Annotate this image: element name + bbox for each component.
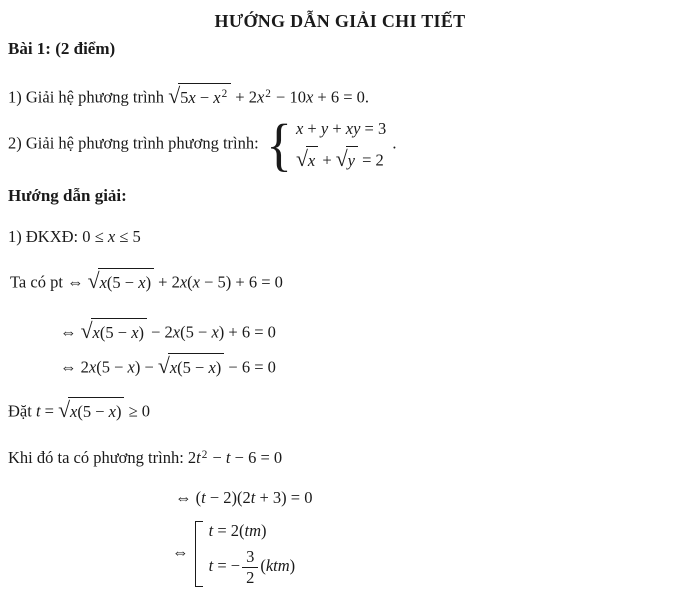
case-row xyxy=(209,546,296,589)
math-text: 3 xyxy=(246,547,255,566)
math-text: ) − xyxy=(134,357,158,377)
math-text: (5 − xyxy=(96,357,128,377)
math-text: − 6 = 0 xyxy=(230,448,283,467)
math-variable: x xyxy=(131,322,139,342)
cases-rows xyxy=(209,519,296,589)
math-text: ) xyxy=(116,401,122,421)
radical-sign-icon: √ xyxy=(58,397,71,422)
math-text: − 10 xyxy=(271,87,306,107)
math-vinculum xyxy=(168,353,224,378)
math-variable: t xyxy=(225,448,231,467)
math-text: (5 − xyxy=(180,322,212,342)
math-text: 1) Giải hệ phương trình xyxy=(8,87,169,107)
math-variable: t xyxy=(201,488,206,507)
math-text: = 2( xyxy=(213,521,245,540)
math-sqrt xyxy=(336,146,358,171)
math-fraction xyxy=(242,548,258,587)
math-text: ) xyxy=(138,322,145,342)
math-text: ) + 6 = 0 xyxy=(218,322,276,342)
math-text: ⇔ ( xyxy=(175,488,202,507)
equation-line-2 xyxy=(60,318,276,343)
equation-line-1 xyxy=(10,268,283,293)
math-variable: x xyxy=(92,322,100,342)
math-sqrt xyxy=(168,83,231,108)
math-text: ⇔ xyxy=(172,542,193,562)
math-variable: x xyxy=(88,357,97,377)
math-text: ) xyxy=(145,272,152,292)
radical-sign-icon: √ xyxy=(168,83,181,108)
case-row xyxy=(209,519,296,543)
math-variable: x xyxy=(107,227,116,246)
factored-line xyxy=(175,488,312,508)
math-text: 1) ĐKXĐ: 0 ≤ xyxy=(8,227,108,246)
radical-sign-icon: √ xyxy=(295,146,308,171)
radical-sign-icon: √ xyxy=(157,353,170,378)
math-sqrt xyxy=(296,146,318,171)
math-variable: t xyxy=(208,521,214,540)
math-vinculum xyxy=(346,146,358,171)
math-variable: x xyxy=(256,87,265,107)
math-sqrt xyxy=(81,318,147,343)
math-text: 5 xyxy=(180,87,189,107)
math-variable: ktm xyxy=(265,556,290,576)
math-variable: x xyxy=(295,119,304,138)
radical-sign-icon: √ xyxy=(87,268,100,293)
math-variable: tm xyxy=(244,521,262,540)
math-variable: t xyxy=(208,556,214,576)
math-text: (5 − xyxy=(177,357,209,377)
problem-header: Bài 1: (2 điểm) xyxy=(8,39,116,58)
math-text: ( xyxy=(187,272,193,292)
cases-rows xyxy=(296,117,386,173)
curly-brace: { xyxy=(265,111,292,177)
math-variable: x xyxy=(305,87,314,107)
math-text: ⇔ 2 xyxy=(60,357,89,377)
math-variable: x xyxy=(172,322,181,342)
math-text: ) xyxy=(261,521,267,540)
math-variable: x xyxy=(188,87,196,107)
math-text: − xyxy=(195,87,214,107)
math-variable: x xyxy=(211,322,219,342)
math-variable: xy xyxy=(345,119,361,138)
math-variable: x xyxy=(138,272,146,292)
math-variable: x xyxy=(108,401,116,421)
problem-2-statement xyxy=(8,111,397,177)
problem-1-statement xyxy=(8,83,369,108)
math-text: ( xyxy=(260,556,266,576)
math-text: . xyxy=(388,133,397,153)
condition-line xyxy=(8,227,141,247)
equation-line-3 xyxy=(60,353,276,378)
case-row xyxy=(296,117,386,141)
math-variable: x xyxy=(70,401,78,421)
math-text: − 6 = 0 xyxy=(224,357,276,377)
math-variable: x xyxy=(99,272,107,292)
math-text: = − xyxy=(213,556,241,576)
math-text: (5 − xyxy=(106,272,139,292)
math-variable: y xyxy=(347,150,355,170)
math-variable: y xyxy=(320,119,329,138)
math-variable: x xyxy=(179,272,188,292)
math-vinculum xyxy=(306,146,318,171)
math-text: + 3) = 0 xyxy=(255,488,313,507)
math-vinculum xyxy=(98,268,154,293)
math-text: = 2 xyxy=(357,150,384,170)
page-title: HƯỚNG DẪN GIẢI CHI TIẾT xyxy=(214,11,466,31)
math-cases xyxy=(265,111,387,177)
math-cases xyxy=(195,519,296,589)
math-text: (5 − xyxy=(77,401,109,421)
math-text: + 6 = 0. xyxy=(313,87,370,107)
math-variable: t xyxy=(196,448,201,467)
math-variable: x xyxy=(208,357,216,377)
math-text: 2 xyxy=(246,567,255,587)
math-text: Ta có pt ⇔ xyxy=(10,272,88,292)
math-variable: x xyxy=(307,150,316,170)
quadratic-line xyxy=(8,448,282,468)
fraction-numerator xyxy=(242,548,258,568)
math-variable: x xyxy=(127,357,135,377)
math-variable: x xyxy=(192,272,200,292)
math-text: Khi đó ta có phương trình: 2 xyxy=(8,448,197,467)
math-sqrt xyxy=(158,353,224,378)
math-text: 2) Giải hệ phương trình phương trình: xyxy=(8,133,263,153)
radical-sign-icon: √ xyxy=(80,318,93,343)
math-text: Đặt xyxy=(8,401,36,421)
math-variable: t xyxy=(35,401,41,421)
math-text: + xyxy=(318,150,336,170)
math-text: + 2 xyxy=(154,272,180,292)
math-sqrt xyxy=(88,268,154,293)
math-superscript: 2 xyxy=(265,88,271,101)
math-text: ≥ 0 xyxy=(124,401,151,421)
math-vinculum xyxy=(91,318,147,343)
math-text: (5 − xyxy=(99,322,132,342)
math-sqrt xyxy=(58,397,124,422)
math-text: + xyxy=(303,119,321,138)
substitution-line xyxy=(8,397,150,422)
math-text: − 2 xyxy=(146,322,173,342)
square-bracket xyxy=(195,521,203,587)
math-text: ) xyxy=(289,556,296,576)
case-row xyxy=(296,144,386,173)
math-superscript: 2 xyxy=(201,448,208,461)
math-superscript: 2 xyxy=(221,88,228,101)
math-text: ≤ 5 xyxy=(115,227,141,246)
radical-sign-icon: √ xyxy=(335,146,348,171)
math-text: + 2 xyxy=(231,87,257,107)
math-text: − xyxy=(208,448,226,467)
math-variable: t xyxy=(250,488,256,507)
solution-cases-line xyxy=(172,519,297,589)
math-text: + xyxy=(328,119,346,138)
math-vinculum xyxy=(68,397,124,422)
math-variable: x xyxy=(169,357,178,377)
math-variable: x xyxy=(213,87,221,107)
fraction-denominator xyxy=(242,568,258,587)
math-text: = xyxy=(40,401,59,421)
math-text: = 3 xyxy=(360,119,387,138)
math-text: − 5) + 6 = 0 xyxy=(200,272,283,292)
math-text: ) xyxy=(215,357,222,377)
math-text: ⇔ xyxy=(60,322,81,342)
math-vinculum xyxy=(178,83,231,108)
solution-header: Hướng dẫn giải: xyxy=(8,186,127,205)
math-text: − 2)(2 xyxy=(205,488,251,507)
